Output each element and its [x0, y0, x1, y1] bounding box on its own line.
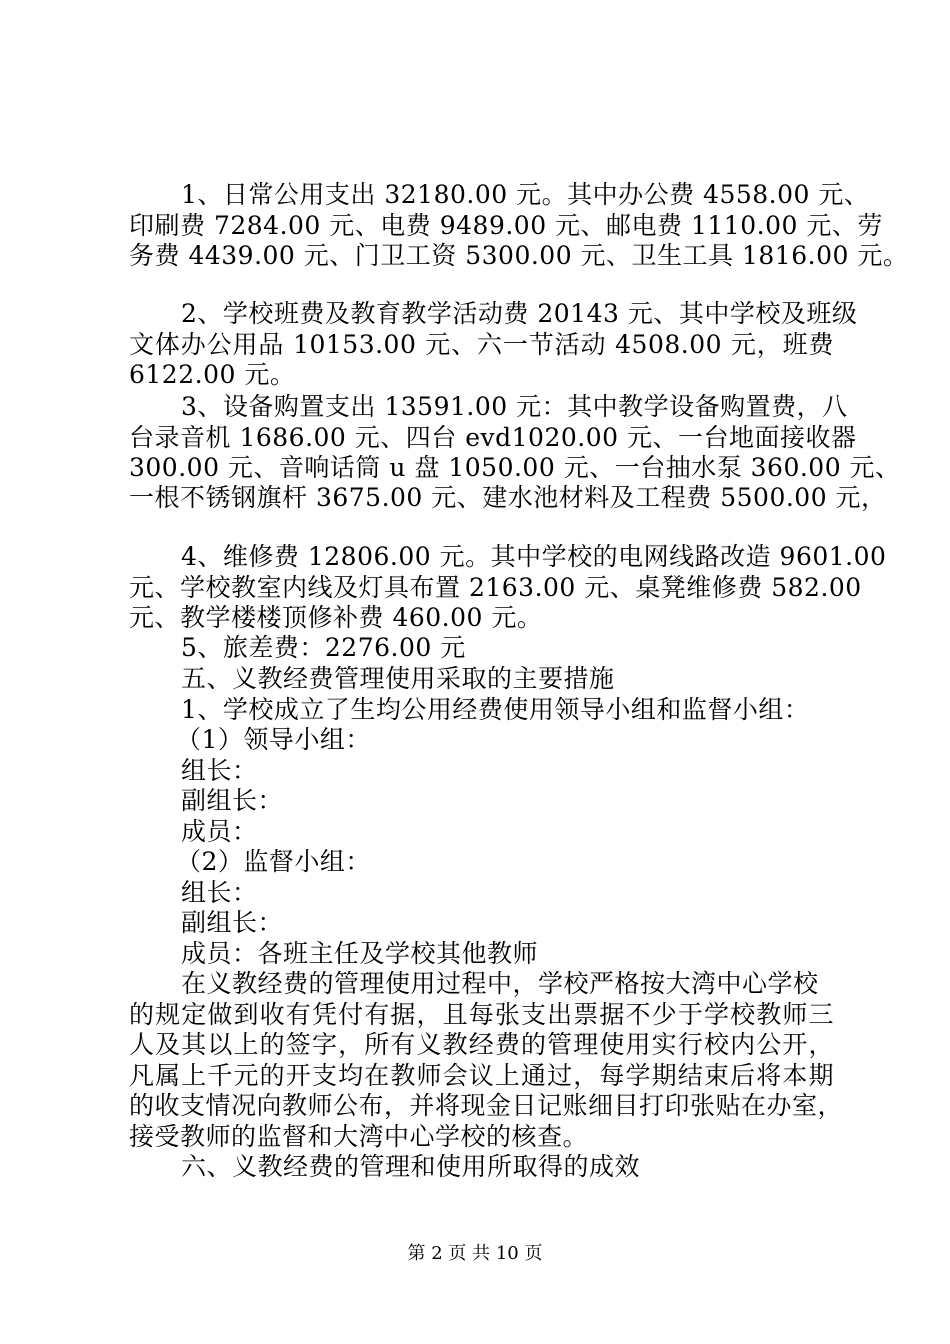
p6-line-4: 凡属上千元的开支均在教师会议上通过，每学期结束后将本期 [129, 1061, 834, 1090]
leader-deputy-label: 副组长： [181, 786, 284, 815]
p2-line-1: 2、学校班费及教育教学活动费 20143 元、其中学校及班级 [181, 299, 858, 328]
supervise-group-label: （2）监督小组： [176, 847, 371, 876]
supervise-members-label: 成员：各班主任及学校其他教师 [181, 939, 539, 968]
p1-line-1: 1、日常公用支出 32180.00 元。其中办公费 4558.00 元、 [181, 180, 870, 209]
p6-line-5: 的收支情况向教师公布，并将现金日记账细目打印张贴在办室， [129, 1091, 844, 1120]
p6-line-6: 接受教师的监督和大湾中心学校的核查。 [129, 1122, 589, 1151]
section-5-heading: 五、义教经费管理使用采取的主要措施 [181, 664, 615, 693]
p6-line-3: 人及其以上的签字，所有义教经费的管理使用实行校内公开， [129, 1030, 834, 1059]
p1-line-3: 务费 4439.00 元、门卫工资 5300.00 元、卫生工具 1816.00 元。 [129, 241, 909, 270]
p6-line-2: 的规定做到收有凭付有据，且每张支出票据不少于学校教师三 [129, 1000, 834, 1029]
p1-line-2: 印刷费 7284.00 元、电费 9489.00 元、邮电费 1110.00 元、劳 [129, 211, 883, 240]
p6-line-1: 在义教经费的管理使用过程中，学校严格按大湾中心学校 [181, 969, 819, 998]
page-number-footer: 第 2 页 共 10 页 [407, 1243, 543, 1264]
supervise-deputy-label: 副组长： [181, 908, 284, 937]
p4-line-1: 4、维修费 12806.00 元。其中学校的电网线路改造 9601.00 [181, 542, 887, 571]
p2-line-3: 6122.00 元。 [129, 360, 296, 389]
section-6-heading: 六、义教经费的管理和使用所取得的成效 [181, 1152, 641, 1181]
p5-line: 5、旅差费：2276.00 元 [181, 633, 466, 662]
p4-line-3: 元、教学楼楼顶修补费 460.00 元。 [129, 603, 543, 632]
leader-head-label: 组长： [181, 756, 258, 785]
p4-line-2: 元、学校教室内线及灯具布置 2163.00 元、桌凳维修费 582.00 [129, 573, 862, 602]
leader-group-label: （1）领导小组： [176, 725, 371, 754]
p3-line-3: 300.00 元、音响话筒 u 盘 1050.00 元、一台抽水泵 360.00 元、 [129, 453, 901, 482]
p2-line-2: 文体办公用品 10153.00 元、六一节活动 4508.00 元，班费 [129, 330, 834, 359]
p3-line-4: 一根不锈钢旗杆 3675.00 元、建水池材料及工程费 5500.00 元， [129, 483, 887, 512]
item-1-line: 1、学校成立了生均公用经费使用领导小组和监督小组： [181, 695, 810, 724]
supervise-head-label: 组长： [181, 878, 258, 907]
p3-line-2: 台录音机 1686.00 元、四台 evd1020.00 元、一台地面接收器 [129, 423, 857, 452]
leader-members-label: 成员： [181, 817, 258, 846]
p3-line-1: 3、设备购置支出 13591.00 元：其中教学设备购置费，八 [181, 392, 848, 421]
